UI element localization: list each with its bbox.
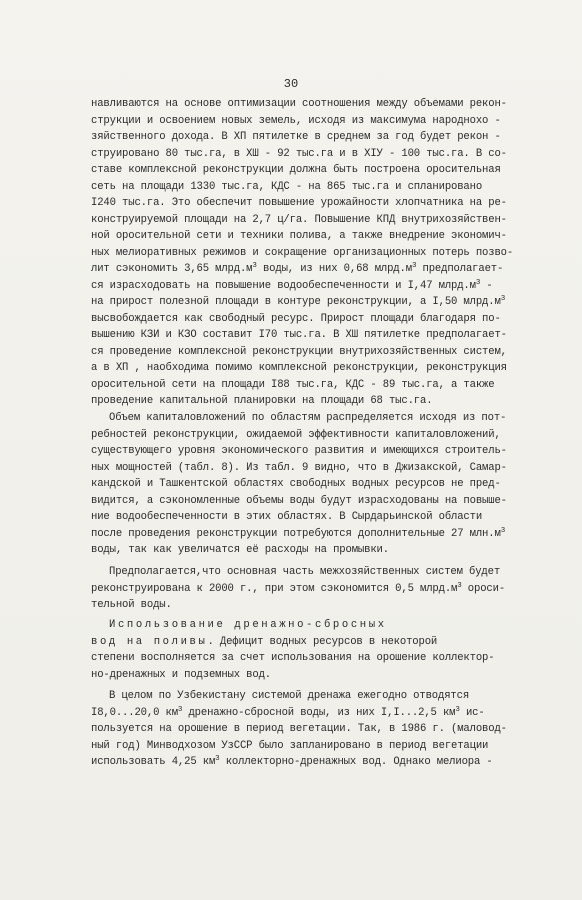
text-line (91, 460, 531, 477)
paragraph-4 (91, 617, 531, 683)
text-run: Использование дренажно-сбросных (109, 619, 387, 631)
text-run: ребностей реконструкции, ожидаемой эффективности капиталовложений, (91, 428, 501, 441)
superscript: 3 (411, 262, 417, 270)
superscript: 3 (252, 262, 257, 270)
text-run: но-дренажных и подземных вод. (91, 668, 272, 681)
text-run: тельной воды. (91, 599, 172, 611)
page-number: 30 (283, 77, 299, 91)
text-line (91, 162, 531, 179)
superscript: 3 (500, 526, 506, 535)
text-run: кандской и Ташкентской областях свободных водных ресурсов не пред- (91, 478, 501, 490)
text-run: лит сэкономить 3,65 млрд.м (91, 263, 253, 275)
text-line (91, 476, 531, 493)
text-line (91, 146, 531, 163)
text-line (91, 597, 531, 614)
text-run: вышению КЗИ и КЗО составит I70 тыс.га. В ХШ пятилетке предполагает- (91, 329, 507, 341)
text-run: Объем капиталовложений по областям распределяется исходя из пот- (109, 412, 507, 424)
text-line (91, 542, 531, 559)
text-run: В целом по Узбекистану системой дренажа ежегодно отводятся (109, 690, 470, 702)
text-run: зяйственного дохода. В ХП пятилетке в среднем за год будет рекон - (91, 131, 501, 143)
text-line (91, 278, 531, 295)
paragraph-1 (91, 96, 531, 410)
text-run: предполагает- (416, 263, 504, 275)
text-run: проведение капитальной планировки на площади 68 тыс.га. (91, 395, 433, 407)
text-line (91, 245, 531, 262)
text-run: струкции и освоением новых земель, исходя из максимума народнохо - (91, 114, 501, 127)
text-run: I240 тыс.га. Это обеспечит повышение урожайности хлопчатника на ре- (91, 197, 507, 209)
text-line (91, 129, 531, 146)
text-run: ся проведение комплексной реконструкции внутрихозяйственных систем, (91, 345, 507, 358)
text-run: ной оросительной сети и техники полива, а также внедрение экономич- (91, 230, 507, 242)
text-run: использовать 4,25 км (91, 756, 216, 768)
text-run: степени восполняется за счет использования на орошение коллектор- (91, 652, 495, 664)
text-run: сеть на площади 1330 тыс.га, КДС - на 865 тыс.га и спланировано (91, 180, 483, 193)
text-run: воды, из них 0,68 млрд.м (256, 263, 412, 275)
text-run: воды, так как увеличатся её расходы на промывки. (91, 544, 389, 556)
text-line (91, 327, 531, 344)
text-run: существующего уровня экономического развития и имеющихся строитель- (91, 445, 507, 457)
text-run: навливаются на основе оптимизации соотношения между объемами рекон- (91, 98, 507, 110)
paragraph-5 (91, 688, 531, 771)
text-run: ных мощностей (табл. 8). Из табл. 9 видно, что в Джизакской, Самар- (91, 461, 507, 474)
paragraph-3 (91, 564, 531, 614)
text-line (91, 195, 531, 212)
text-line (91, 667, 531, 684)
superscript: 3 (500, 295, 506, 303)
text-line (91, 377, 531, 394)
text-run: видится, а сэкономленные объемы воды будут израсходованы на повыше- (91, 494, 507, 507)
text-line (91, 228, 531, 245)
text-run: пользуется на орошение в период вегетации. Так, в 1986 г. (маловод- (91, 723, 507, 735)
text-line (91, 113, 531, 130)
text-run: Предполагается,что основная часть межхозяйственных систем будет (109, 566, 501, 578)
text-line (91, 705, 531, 722)
text-run: дренажно-сбросной воды, из них I,I...2,5 км (182, 706, 456, 719)
text-run: конструируемой площади на 2,7 ц/га. Повышение КПД внутрихозяйствен- (91, 213, 507, 226)
superscript: 3 (177, 705, 183, 714)
superscript: 3 (455, 705, 460, 714)
text-run: коллекторно-дренажных вод. Однако мелиора - (219, 756, 493, 768)
text-line (91, 344, 531, 361)
text-line (91, 738, 531, 755)
text-run: на прирост полезной площади в контуре реконструкции, а I,50 млрд.м (91, 296, 501, 308)
text-run: . Дефицит водных ресурсов в некоторой (207, 635, 438, 648)
text-line (91, 509, 531, 526)
text-run: реконструирована к 2000 г., при этом сэкономится 0,5 млрд.м (91, 582, 458, 595)
text-line (91, 261, 531, 278)
superscript: 3 (475, 278, 481, 287)
text-line (91, 581, 531, 598)
text-run: ние водообеспеченности в этих областях. В Сырдарьинской области (91, 511, 483, 523)
text-line (91, 393, 531, 410)
superscript: 3 (457, 581, 462, 590)
text-line (91, 96, 531, 113)
text-run: ный год) Минводхозом УзССР было запланировано в период вегетации (91, 739, 489, 752)
text-line (91, 493, 531, 510)
text-line (91, 294, 531, 311)
text-line (91, 443, 531, 460)
text-line (91, 311, 531, 328)
text-run: высвобождается как свободный ресурс. Прирост площади благодаря по- (91, 312, 501, 325)
text-line (91, 617, 531, 634)
text-run: I8,0...20,0 км (91, 706, 178, 719)
text-run: ставе комплексной реконструкции должна быть построена оросительная (91, 164, 501, 176)
text-line (91, 526, 531, 543)
text-line (91, 634, 531, 651)
text-run: оросительной сети на площади I88 тыс.га, КДС - 89 тыс.га, а также (91, 378, 495, 391)
text-line (91, 179, 531, 196)
superscript: 3 (215, 755, 220, 763)
text-run: - (480, 279, 493, 292)
text-run: струировано 80 тыс.га, в ХШ - 92 тыс.га и в XIУ - 100 тыс.га. В со- (91, 147, 507, 160)
text-line (91, 212, 531, 229)
text-line (91, 410, 531, 427)
text-run: а в ХП , наобходима помимо комплексной реконструкции, реконструкция (91, 362, 507, 374)
text-line (91, 427, 531, 444)
text-run: после проведения реконструкции потребуются дополнительные 27 млн.м (91, 527, 501, 540)
text-line (91, 754, 531, 771)
text-run: вод на поливы (91, 635, 208, 648)
text-run: ис- (459, 706, 485, 719)
paragraph-2 (91, 410, 531, 559)
text-line (91, 564, 531, 581)
text-line (91, 688, 531, 705)
text-run: ороси- (461, 582, 506, 595)
text-line (91, 650, 531, 667)
text-line (91, 360, 531, 377)
text-run: ся израсходовать на повышение водообеспеченности и I,47 млрд.м (91, 279, 476, 292)
text-line (91, 721, 531, 738)
text-run: ных мелиоративных режимов и сокращение организационных потерь позво- (91, 246, 514, 259)
